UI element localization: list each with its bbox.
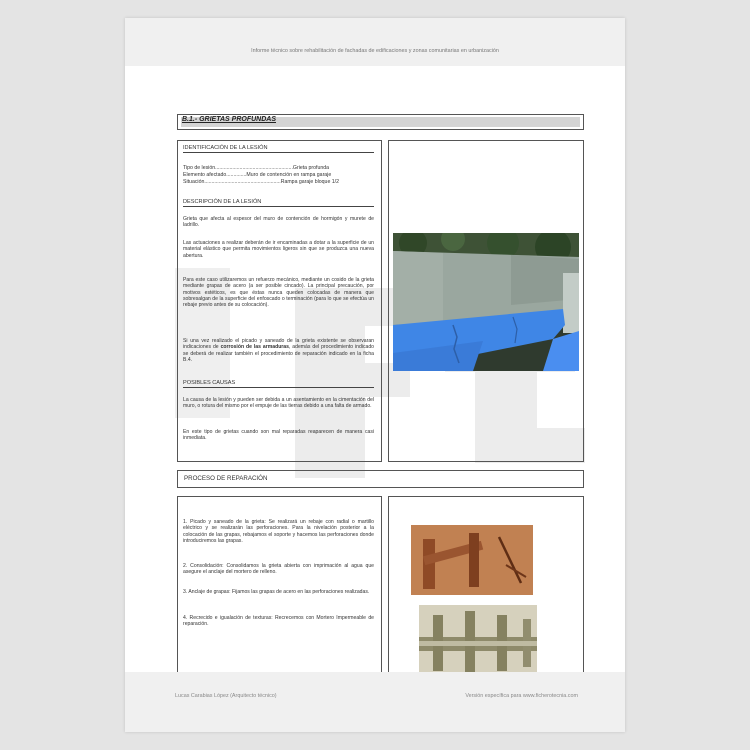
repair-step-4: 4. Recrecido e igualación de texturas: Recrecemos con Mortero Impermeable de reparación.: [183, 615, 374, 628]
document-header: Informe técnico sobre rehabilitación de fachadas de edificaciones y zonas comunitarias en urbanización: [251, 48, 499, 54]
staples-rusty-photo: [411, 525, 533, 595]
causes-paragraph-1: La causa de la lesión y pueden ser debida a un asentamiento en la cimentación del muro, o rotura del mismo por el empuje de las tierras debido a una falta de armado.: [183, 397, 374, 410]
causes-paragraph-2: En este tipo de grietas cuando son mal reparadas reaparecen de manera casi inmediata.: [183, 429, 374, 442]
repair-title: PROCESO DE REPARACIÓN: [184, 475, 268, 482]
section-title-box: [177, 114, 584, 130]
location-row: Situación.....................................................Rampa garaje bloque 1/2: [183, 179, 339, 185]
causes-heading: POSIBLES CAUSAS: [183, 380, 374, 388]
description-heading: DESCRIPCIÓN DE LA LESIÓN: [183, 199, 374, 207]
repair-step-2: 2. Consolidación: Consolidamos la grieta abierta con imprimación al agua que asegure el anclaje del mortero de relleno.: [183, 563, 374, 576]
repair-step-1: 1. Picado y saneado de la grieta: Se realizará un rebaje con radial o martillo eléctrico y se realizarán las perforaciones. Para la nivelación posterior a la colocación de las grapas, rebajamos el soporte y hacemos las perforaciones donde introduciremos las grapas.: [183, 519, 374, 544]
mortar-filled-photo: [419, 605, 537, 681]
footer-version: Versión específica para www.ficherotecnia.com: [465, 693, 578, 699]
identification-heading: IDENTIFICACIÓN DE LA LESIÓN: [183, 145, 374, 153]
repair-step-3: 3. Anclaje de grapas: Fijamos las grapas de acero en las perforaciones realizadas.: [183, 589, 370, 595]
description-paragraph-3: Para este caso utilizaremos un refuerzo mecánico, mediante un cosido de la grieta mediante grapas de acero (a ser posible cincado). La principal precaución, por motivos estéticos, es que éstas nunca queden colocadas de manera que sobresalgan de la superficie del enfoscado o terminación (para lo que se efectúa un rebaje previo antes de su colocación).: [183, 277, 374, 309]
description-paragraph-4: Si una vez realizado el picado y saneado de la grieta existente se observaran indicaciones de corrosión de las armaduras, además del procedimiento indicado se deberá de realizar también el procedimiento de reparación indicado en la ficha B.4.: [183, 338, 375, 363]
header-band: [125, 18, 625, 66]
cracked-wall-photo: [393, 233, 579, 371]
footer-band: [125, 672, 625, 732]
corrosion-emphasis: corrosión de las armaduras: [220, 344, 289, 351]
description-paragraph-1: Grieta que afecta al espesor del muro de contención de hormigón y murete de ladrillo.: [183, 216, 374, 229]
repair-steps-panel: [177, 496, 382, 684]
section-title: B.1.- GRIETAS PROFUNDAS: [182, 116, 276, 123]
lesion-details-panel: [177, 140, 382, 462]
document-page: [125, 18, 625, 732]
description-paragraph-2: Las actuaciones a realizar deberán de ir encaminadas a dotar a la superficie de un material elástico que permita movimientos ligeros sin que se produzca una nueva abertura.: [183, 240, 374, 259]
repair-photos-panel: [388, 496, 584, 684]
affected-element-row: Elemento afectado..............Muro de contención en rampa garaje: [183, 172, 332, 178]
footer-author: Lucas Carabias López (Arquitecto técnico): [175, 693, 277, 699]
repair-title-box: [177, 470, 584, 488]
lesion-type-row: Tipo de lesión......................................................Grieta profunda: [183, 165, 329, 171]
lesion-photo-panel: [388, 140, 584, 462]
